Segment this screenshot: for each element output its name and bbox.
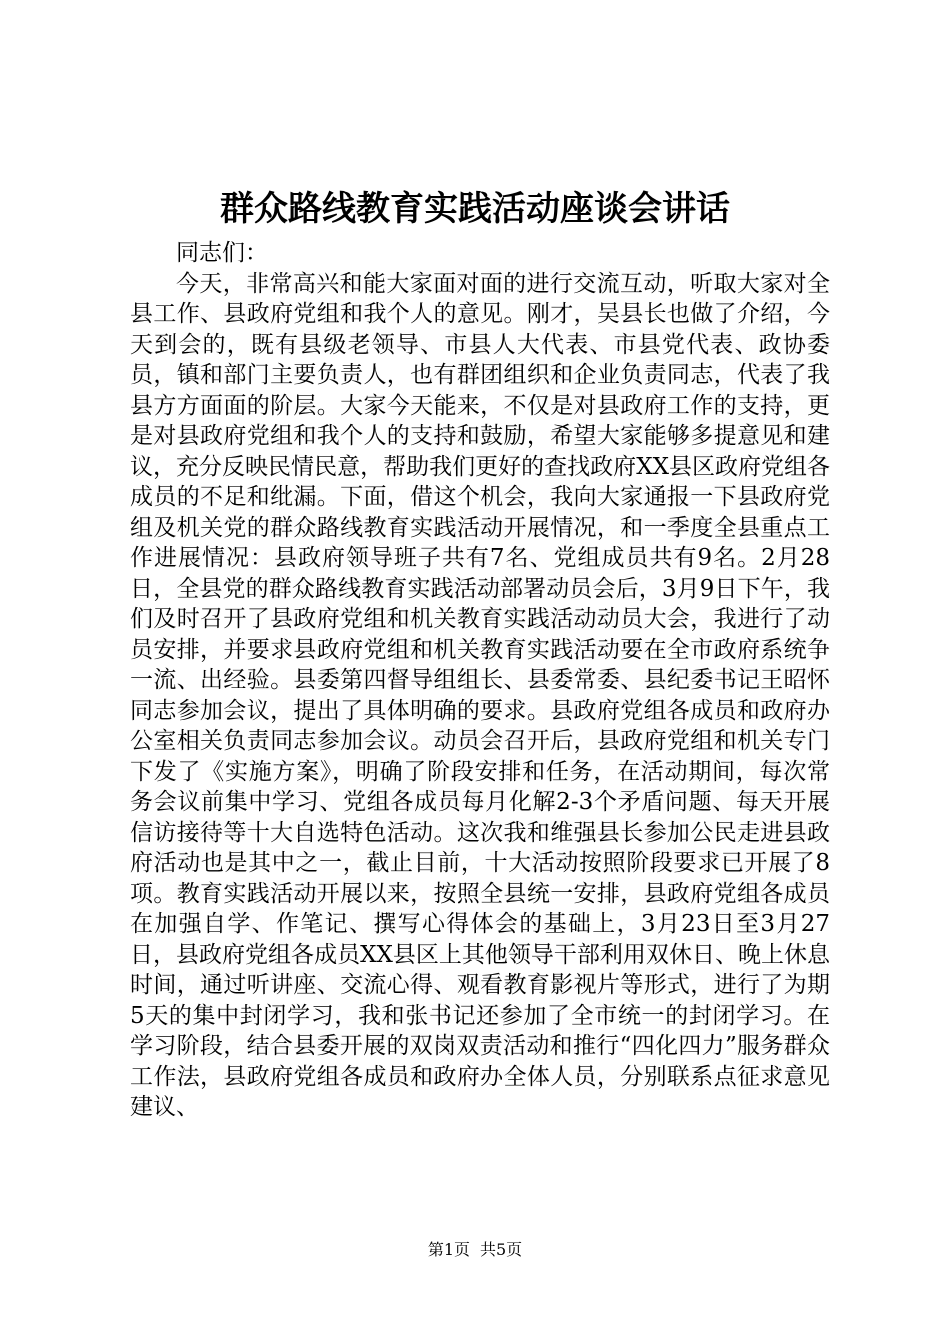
body-paragraph: 今天，非常高兴和能大家面对面的进行交流互动，听取大家对全县工作、县政府党组和我个人的意见。刚才，吴县长也做了介绍，今天到会的，既有县级老领导、市县人大代表、市县党代表、政协委员，镇和部门主要负责人，也有群团组织和企业负责同志，代表了我县方方面面的阶层。大家今天能来，不仅是对县政府工作的支持，更是对县政府党组和我个人的支持和鼓励，希望大家能够多提意见和建议，充分反映民情民意，帮助我们更好的查找政府XX县区政府党组各成员的不足和纰漏。下面，借这个机会，我向大家通报一下县政府党组及机关党的群众路线教育实践活动开展情况，和一季度全县重点工作进展情况：县政府领导班子共有7名、党组成员共有9名。2月28日，全县党的群众路线教育实践活动部署动员会后，3月9日下午，我们及时召开了县政府党组和机关教育实践活动动员大会，我进行了动员安排，并要求县政府党组和机关教育实践活动要在全市政府系统争一流、出经验。县委第四督导组组长、县委常委、县纪委书记王昭怀同志参加会议，提出了具体明确的要求。县政府党组各成员和政府办公室相关负责同志参加会议。动员会召开后，县政府党组和机关专门下发了《实施方案》，明确了阶段安排和任务，在活动期间，每次常务会议前集中学习、党组各成员每月化解2-3个矛盾问题、每天开展信访接待等十大自选特色活动。这次我和维强县长参加公民走进县政府活动也是其中之一，截止目前，十大活动按照阶段要求已开展了8项。教育实践活动开展以来，按照全县统一安排，县政府党组各成员在加强自学、作笔记、撰写心得体会的基础上，3月23日至3月27日，县政府党组各成员XX县区上其他领导干部利用双休日、晚上休息时间，通过听讲座、交流心得、观看教育影视片等形式，进行了为期5天的集中封闭学习，我和张书记还参加了全市统一的封闭学习。在学习阶段，结合县委开展的双岗双责活动和推行“四化四力”服务群众工作法，县政府党组各成员和政府办全体人员，分别联系点征求意见建议、 bbox=[130, 270, 830, 1120]
page-total: 共5页 bbox=[480, 1240, 523, 1259]
page-footer bbox=[0, 1238, 950, 1262]
salutation: 同志们： bbox=[176, 240, 268, 266]
document-body bbox=[130, 238, 830, 1123]
page-number: 第1页 bbox=[427, 1240, 470, 1259]
document-title: 群众路线教育实践活动座谈会讲话 bbox=[220, 189, 730, 229]
